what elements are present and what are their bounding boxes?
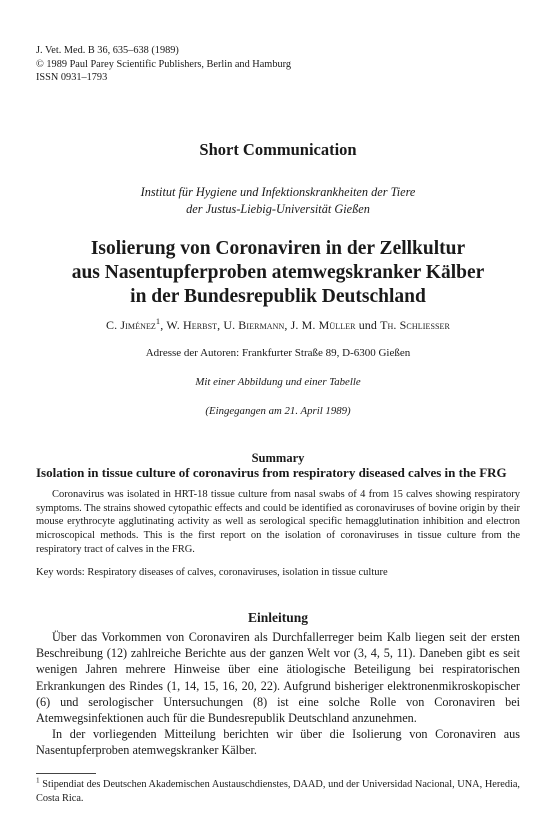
copyright: © 1989 Paul Parey Scientific Publishers, Berlin and Hamburg: [36, 58, 292, 70]
author-separator: ,: [217, 318, 224, 332]
summary-text: Coronavirus was isolated in HRT-18 tissue culture from nasal swabs of 4 from 15 calves showing respiratory symptoms. The strains showed cytopathic effects and could be identified as coronaviruses of bovine origin by their mouse erythrocyte agglutinating activity as well as serological specific hemagglutination inhibition and electron microscopical methods. This is the first report on the isolation of coronaviruses in tissue culture from the respiratory tract of calves in the FRG.: [36, 489, 520, 555]
summary-heading: Summary: [251, 451, 305, 465]
issn: ISSN 0931–1793: [36, 72, 108, 83]
citation: J. Vet. Med. B 36, 635–638 (1989): [36, 45, 179, 56]
summary-title: Isolation in tissue culture of coronavirus from respiratory diseased calves in the FRG: [36, 465, 507, 480]
footnote: [36, 778, 520, 805]
institute: [0, 184, 556, 217]
footnote-divider: [36, 773, 96, 774]
title-line-2: aus Nasentupferproben atemwegskranker Kälber: [71, 262, 485, 283]
author-5: Th. Schliesser: [380, 318, 450, 332]
title-line-3: in der Bundesrepublik Deutschland: [130, 286, 426, 307]
received-date: (Eingegangen am 21. April 1989): [205, 405, 351, 417]
footnote-text: Stipendiat des Deutschen Akademischen Austauschdienstes, DAAD, und der Universidad Nacional, UNA, Heredia, Costa Rica.: [36, 779, 520, 804]
section-label: Short Communication: [199, 140, 357, 159]
intro-heading: Einleitung: [247, 610, 309, 625]
intro-paragraph-2: In der vorliegenden Mitteilung berichten wir über die Isolierung von Coronaviren aus Nasentupferproben atemwegskranker Kälber.: [36, 727, 520, 758]
institute-line-2: der Justus-Liebig-Universität Gießen: [186, 201, 370, 216]
author-4: J. M. Müller: [290, 318, 356, 332]
author-separator: ,: [160, 318, 167, 332]
intro-paragraph-1: Über das Vorkommen von Coronaviren als Durchfallerreger beim Kalb liegen seit der ersten Beschreibung (12) zahlreiche Berichte aus der ganzen Welt vor (3, 4, 5, 11). Daneben gibt es seit wenigen Jahren mehrere Hinweise über eine ätiologische Beteiligung bei respiratorischen Erkrankungen des Rindes (1, 14, 15, 16, 20, 22). Aufgrund bisheriger elektronenmikroskopischer (6) und serologischer Untersuchungen (8) ist eine solche Rolle von Coronaviren bei Atemwegsinfektionen auch für die Bundesrepublik Deutschland anzunehmen.: [36, 630, 520, 726]
article-title: [0, 237, 556, 309]
author-3: U. Biermann: [223, 318, 285, 332]
author-separator: ,: [284, 318, 291, 332]
author-1: C. Jiménez: [106, 318, 156, 332]
figure-table-note: Mit einer Abbildung und einer Tabelle: [195, 376, 361, 388]
institute-line-1: Institut für Hygiene und Infektionskrankheiten der Tiere: [140, 185, 416, 199]
author-conjunction: und: [355, 318, 381, 332]
footnote-mark: 1: [36, 776, 40, 785]
keywords: Key words: Respiratory diseases of calves, coronaviruses, isolation in tissue culture: [36, 567, 388, 578]
author-address: Adresse der Autoren: Frankfurter Straße 89, D-6300 Gießen: [145, 347, 411, 359]
intro-body: [36, 629, 520, 759]
author-2: W. Herbst: [166, 318, 218, 332]
journal-header: [36, 44, 291, 85]
authors: [0, 318, 556, 333]
author-1-footnote-mark: 1: [155, 317, 161, 326]
title-line-1: Isolierung von Coronaviren in der Zellkultur: [90, 238, 466, 259]
